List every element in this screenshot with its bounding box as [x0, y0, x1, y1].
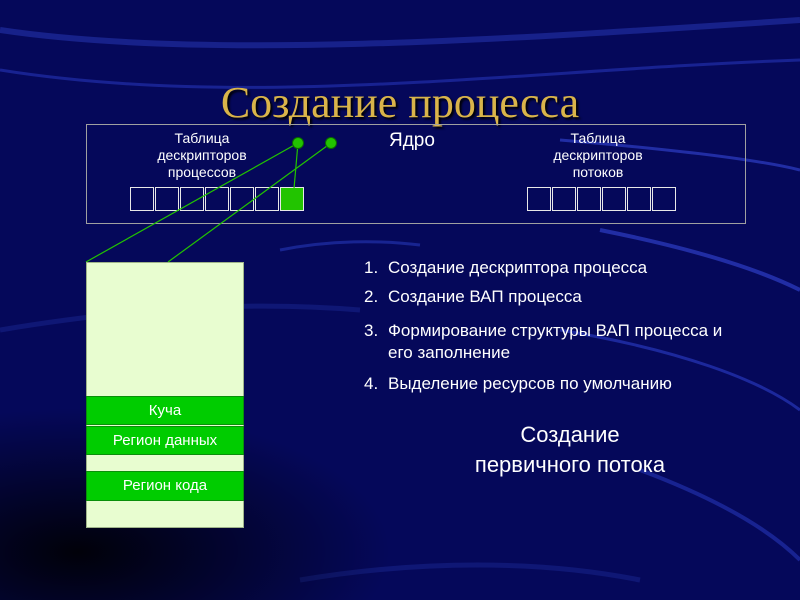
step-item-1: 1. Создание дескриптора процесса: [364, 258, 648, 277]
connector-line-1: [293, 143, 298, 200]
handle-dot-1: [292, 137, 304, 149]
step-item-2: 2. Создание ВАП процесса: [364, 287, 582, 306]
code-region: Регион кода: [86, 471, 244, 501]
process-table-label: Таблица дескрипторов процессов: [157, 130, 247, 180]
kernel-label: Ядро: [389, 130, 435, 151]
step-item-3: 3. Формирование структуры ВАП процесса и его заполнение: [364, 321, 723, 362]
data-region: Регион данных: [86, 426, 244, 455]
slide-title: Создание процесса: [220, 78, 580, 127]
thread-table-label: Таблица дескрипторов потоков: [553, 130, 643, 180]
step-item-4: 4. Выделение ресурсов по умолчанию: [364, 374, 672, 393]
primary-thread-label: Создание первичного потока: [474, 422, 666, 477]
handle-dot-2: [325, 137, 337, 149]
heap-region: Куча: [86, 396, 244, 425]
